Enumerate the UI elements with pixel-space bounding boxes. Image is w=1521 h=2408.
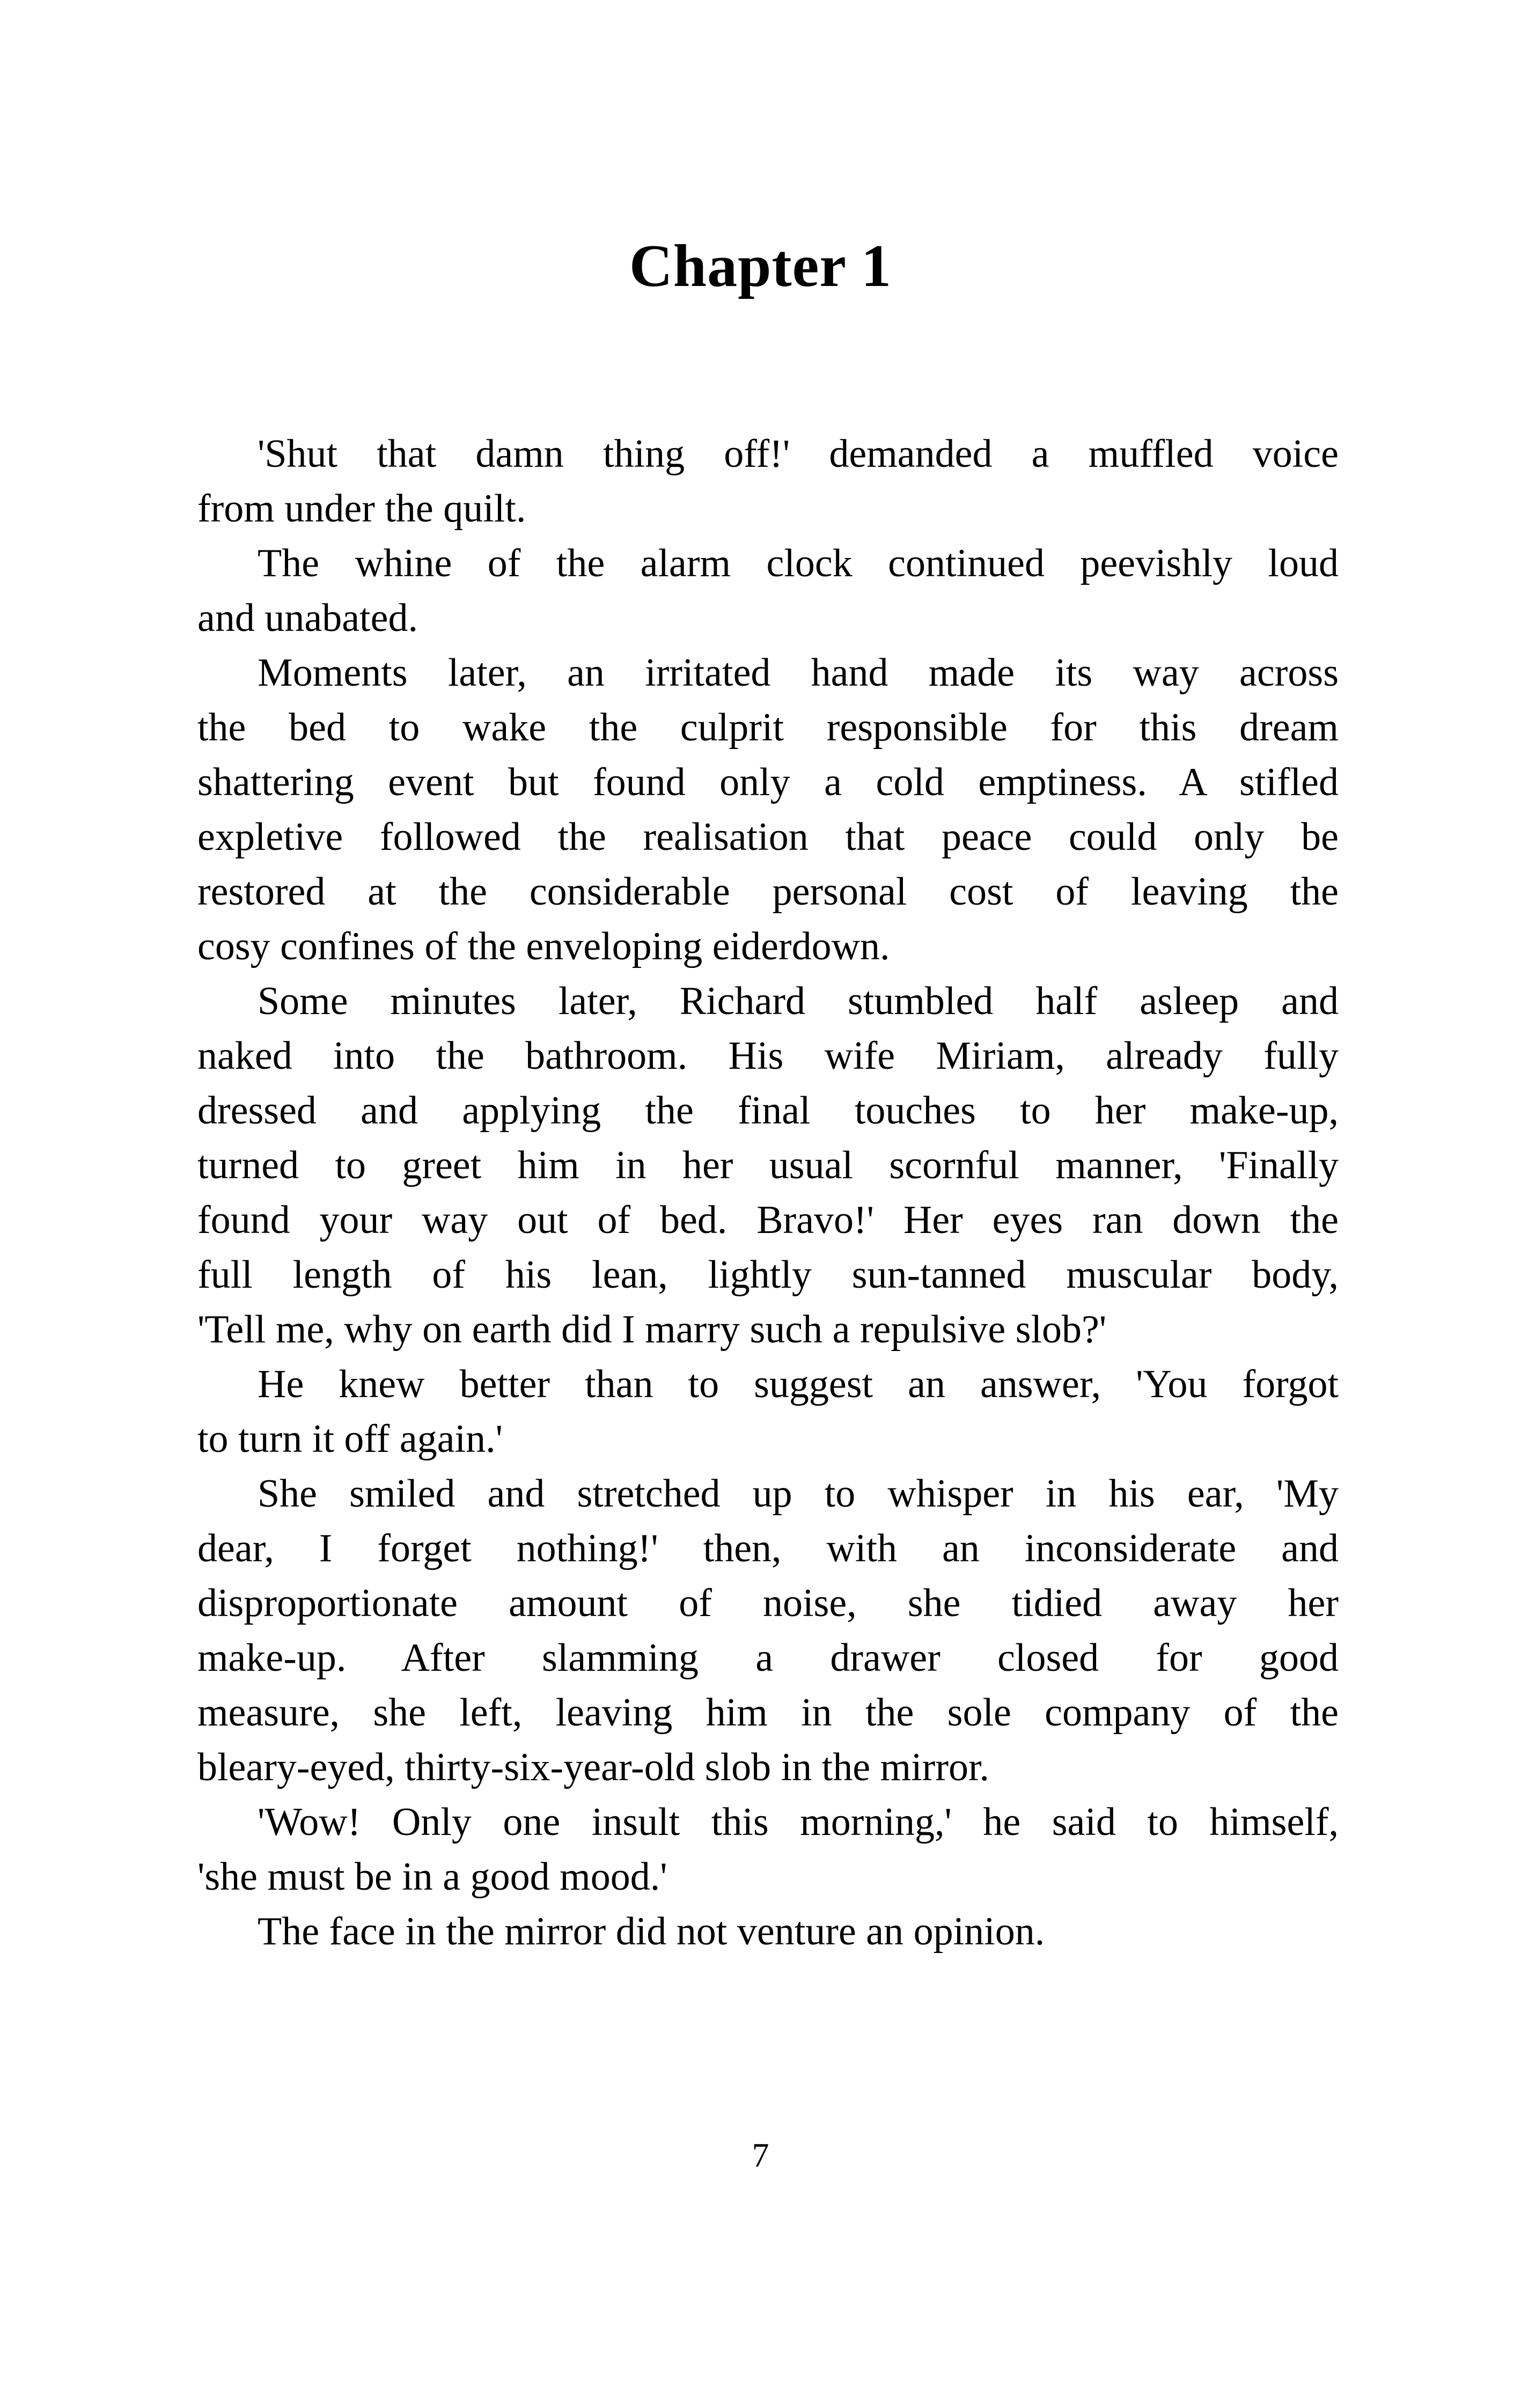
text-line: She smiled and stretched up to whisper in his ear, 'My (258, 1472, 1339, 1516)
text-line: restored at the considerable personal cost of leaving the (197, 870, 1339, 914)
text-line: dressed and applying the final touches to her make-up, (197, 1089, 1339, 1133)
text-line: 'Shut that damn thing off!' demanded a muffled voice (258, 432, 1339, 476)
text-line: The whine of the alarm clock continued peevishly loud (258, 541, 1339, 585)
text-line: from under the quilt. (197, 487, 526, 531)
text-line: and unabated. (197, 596, 418, 640)
text-line: He knew better than to suggest an answer, 'You forgot (258, 1362, 1339, 1406)
chapter-title: Chapter 1 (629, 233, 892, 299)
text-line: disproportionate amount of noise, she tidied away her (197, 1581, 1339, 1625)
text-line: 'she must be in a good mood.' (197, 1855, 667, 1899)
page-number: 7 (752, 2136, 769, 2174)
text-line: cosy confines of the enveloping eiderdown. (197, 924, 890, 968)
paragraph (197, 1904, 1339, 1959)
text-line: full length of his lean, lightly sun-tanned muscular body, (197, 1253, 1339, 1297)
text-line: 'Tell me, why on earth did I marry such a repulsive slob?' (197, 1308, 1107, 1352)
text-line: to turn it off again.' (197, 1417, 503, 1461)
text-line: the bed to wake the culprit responsible for this dream (197, 706, 1339, 750)
paragraph (197, 1795, 1339, 1904)
text-line: measure, she left, leaving him in the sole company of the (197, 1691, 1339, 1735)
text-line: naked into the bathroom. His wife Miriam, already fully (197, 1034, 1339, 1078)
paragraph (197, 536, 1339, 645)
text-line: expletive followed the realisation that peace could only be (197, 815, 1339, 859)
text-line: Moments later, an irritated hand made its way across (258, 651, 1339, 695)
text-body (197, 427, 1339, 1959)
text-line: shattering event but found only a cold emptiness. A stifled (197, 760, 1339, 804)
paragraph (197, 1357, 1339, 1466)
text-line: Some minutes later, Richard stumbled half asleep and (258, 979, 1339, 1023)
text-line: The face in the mirror did not venture an opinion. (258, 1910, 1045, 1954)
text-line: make-up. After slamming a drawer closed for good (197, 1636, 1339, 1680)
paragraph (197, 427, 1339, 536)
paragraph (197, 645, 1339, 974)
paragraph (197, 974, 1339, 1357)
text-line: bleary-eyed, thirty-six-year-old slob in the mirror. (197, 1745, 990, 1789)
paragraph (197, 1466, 1339, 1795)
text-line: dear, I forget nothing!' then, with an inconsiderate and (197, 1526, 1339, 1570)
text-line: found your way out of bed. Bravo!' Her eyes ran down the (197, 1198, 1339, 1242)
text-line: turned to greet him in her usual scornful manner, 'Finally (197, 1143, 1339, 1187)
text-line: 'Wow! Only one insult this morning,' he said to himself, (258, 1800, 1339, 1844)
